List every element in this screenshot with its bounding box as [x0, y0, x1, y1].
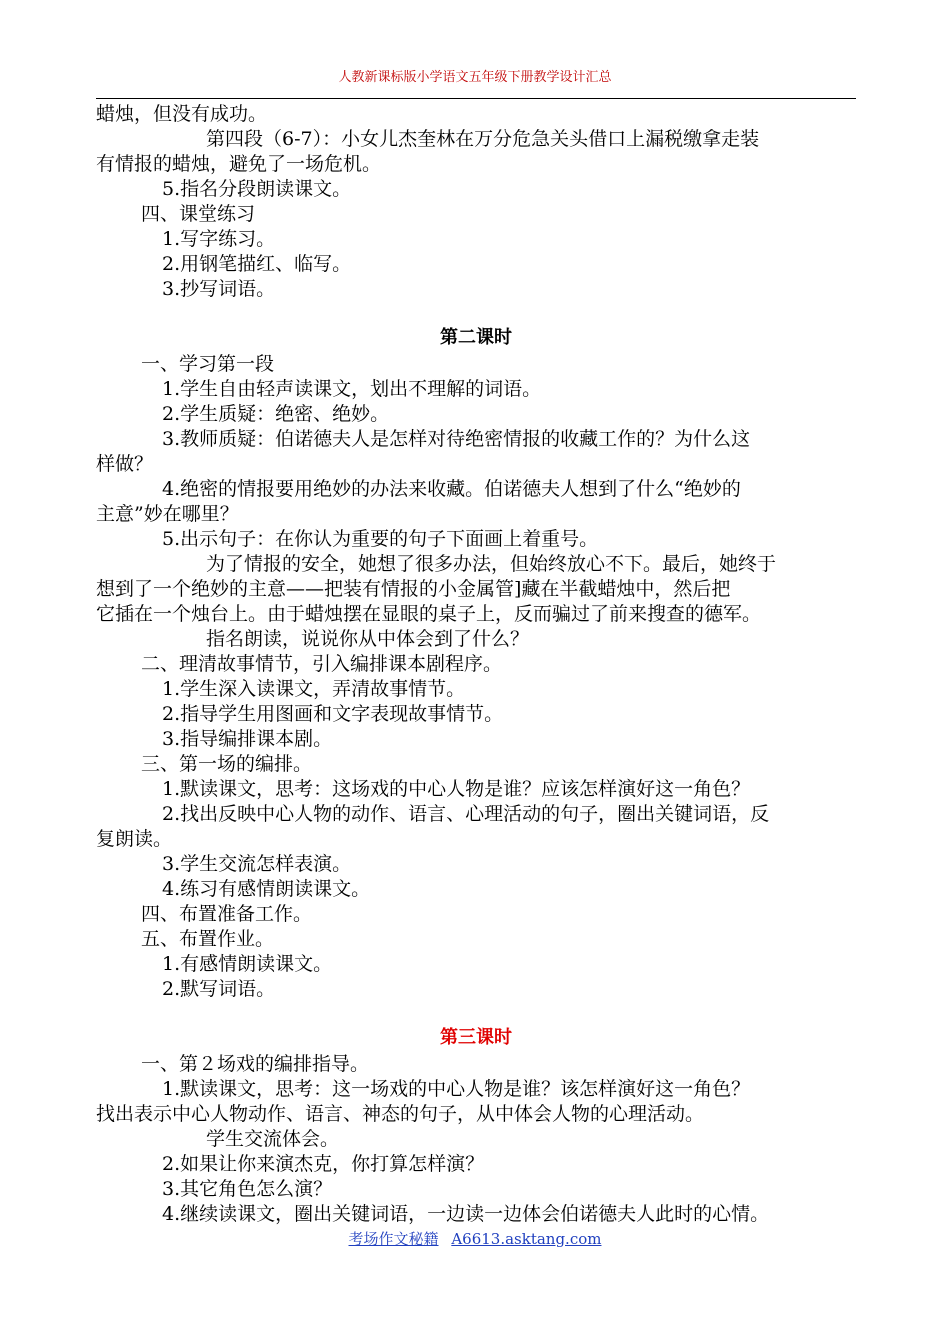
footer-link-url[interactable]: A6613.asktang.com: [451, 1230, 602, 1248]
text-line: 一、学习第一段: [141, 353, 275, 375]
text-line: 指名朗读，说说你从中体会到了什么？: [206, 628, 530, 650]
text-line: 它插在一个烛台上。由于蜡烛摆在显眼的桌子上，反而骗过了前来搜查的德军。: [96, 603, 762, 625]
footer-link-title[interactable]: 考场作文秘籍: [348, 1230, 439, 1248]
text-line: 1.学生深入读课文，弄清故事情节。: [162, 678, 466, 700]
text-line: 3.抄写词语。: [162, 278, 276, 300]
text-line: 2.找出反映中心人物的动作、语言、心理活动的句子，圈出关键词语，反: [162, 803, 770, 825]
text-line: 1.写字练习。: [162, 228, 276, 250]
text-line: 2.学生质疑：绝密、绝妙。: [162, 403, 390, 425]
page-footer: [0, 1228, 950, 1249]
text-line: 2.用钢笔描红、临写。: [162, 253, 352, 275]
text-line: 样做？: [96, 453, 154, 475]
text-line: 3.教师质疑：伯诺德夫人是怎样对待绝密情报的收藏工作的？为什么这: [162, 428, 751, 450]
text-line: 1.默读课文，思考：这场戏的中心人物是谁？应该怎样演好这一角色？: [162, 778, 751, 800]
text-line: 学生交流体会。: [206, 1128, 340, 1150]
text-line: 1.学生自由轻声读课文，划出不理解的词语。: [162, 378, 542, 400]
text-line: 2.如果让你来演杰克，你打算怎样演？: [162, 1153, 485, 1175]
text-line: 3.其它角色怎么演？: [162, 1178, 333, 1200]
text-line: 5.指名分段朗读课文。: [162, 178, 352, 200]
text-line: 四、课堂练习: [141, 203, 256, 225]
header-rule: [96, 98, 856, 99]
text-line: 主意”妙在哪里？: [96, 503, 239, 525]
text-line: 找出表示中心人物动作、语言、神态的句子，从中体会人物的心理活动。: [96, 1103, 705, 1125]
text-line: 三、第一场的编排。: [141, 753, 313, 775]
text-line: 一、第２场戏的编排指导。: [141, 1053, 370, 1075]
document-body: [96, 102, 856, 1227]
text-line: 为了情报的安全，她想了很多办法，但始终放心不下。最后，她终于: [206, 553, 777, 575]
text-line: 2.指导学生用图画和文字表现故事情节。: [162, 703, 504, 725]
text-line: 二、理清故事情节，引入编排课本剧程序。: [141, 653, 503, 675]
text-line: 四、布置准备工作。: [141, 903, 313, 925]
text-line: 1.有感情朗读课文。: [162, 953, 333, 975]
text-line: 4.继续读课文，圈出关键词语，一边读一边体会伯诺德夫人此时的心情。: [162, 1203, 770, 1225]
text-line: 2.默写词语。: [162, 978, 276, 1000]
text-line: 4.绝密的情报要用绝妙的办法来收藏。伯诺德夫人想到了什么“绝妙的: [162, 478, 741, 500]
page-header: 人教新课标版小学语文五年级下册教学设计汇总: [338, 70, 612, 85]
text-line: 1.默读课文，思考：这一场戏的中心人物是谁？该怎样演好这一角色？: [162, 1078, 751, 1100]
text-line: 想到了一个绝妙的主意——把装有情报的小金属管]藏在半截蜡烛中，然后把: [96, 578, 731, 600]
text-line: 3.学生交流怎样表演。: [162, 853, 352, 875]
text-line: 第四段（6-7）：小女儿杰奎林在万分危急关头借口上漏税缴拿走装: [206, 128, 760, 150]
lesson-title-2: 第二课时: [440, 327, 512, 348]
text-line: 复朗读。: [96, 828, 173, 850]
text-line: 5.出示句子：在你认为重要的句子下面画上着重号。: [162, 528, 599, 550]
text-line: 4.练习有感情朗读课文。: [162, 878, 371, 900]
text-line: 有情报的蜡烛，避免了一场危机。: [96, 153, 382, 175]
text-line: 五、布置作业。: [141, 928, 275, 950]
text-line: 蜡烛，但没有成功。: [96, 103, 268, 125]
text-line: 3.指导编排课本剧。: [162, 728, 333, 750]
lesson-title-3: 第三课时: [440, 1027, 512, 1048]
